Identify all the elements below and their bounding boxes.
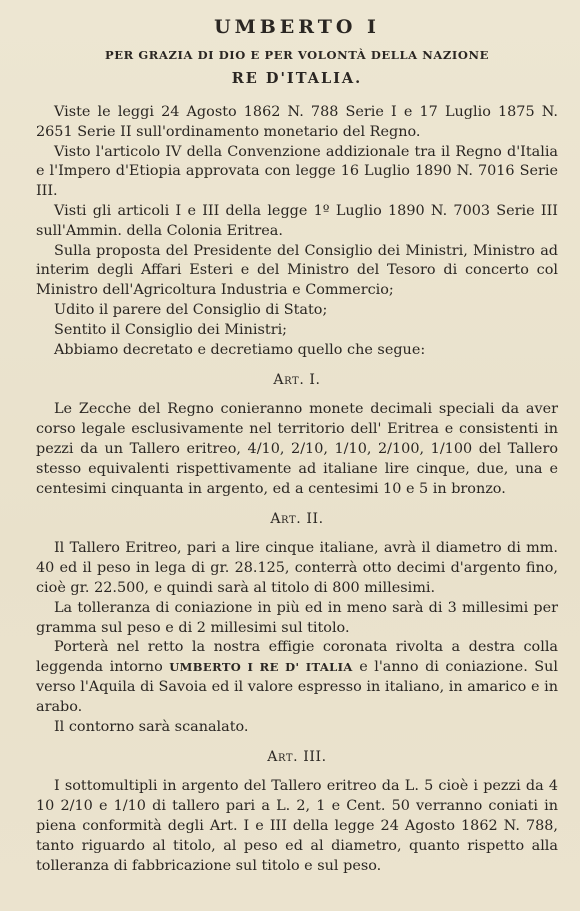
page-subtitle: PER GRAZIA DI DIO E PER VOLONTÀ DELLA NAZIONE [105, 48, 489, 62]
preamble-paragraph: Udito il parere del Consiglio di Stato; [54, 301, 328, 318]
article-2-heading: Art. II. [270, 511, 324, 528]
article-3-paragraph: I sottomultipli in argento del Tallero eritreo da L. 5 cioè i pezzi da 4 10 2/10 e 1/10 di tallero pari a L. 2, 1 e Cent. 50 verranno coniati in piena conformità degli Art. I e III della legge 24 Agosto 1862 N. 788, tanto riguardo al titolo, al peso ed al diametro, quanto rispetto alla tolleranza di fabbricazione sul titolo e sul peso. [36, 778, 558, 874]
preamble-paragraph: Sulla proposta del Presidente del Consiglio dei Ministri, Ministro ad interim degli Affari Esteri e del Ministro del Tesoro di concerto col Ministro dell'Agricoltura Industria e Commercio; [36, 242, 558, 299]
article-2-paragraph-3 [36, 638, 558, 717]
preamble-paragraph: Abbiamo decretato e decretiamo quello che segue: [54, 341, 426, 358]
coin-legend: UMBERTO I RE D' ITALIA [169, 660, 353, 675]
article-2-paragraph-4: Il contorno sarà scanalato. [54, 718, 249, 735]
preamble-paragraph: Visti gli articoli I e III della legge 1º Luglio 1890 N. 7003 Serie III sull'Ammin. della Colonia Eritrea. [36, 202, 558, 239]
preamble-paragraph: Visto l'articolo IV della Convenzione addizionale tra il Regno d'Italia e l'Impero d'Etiopia approvata con legge 16 Luglio 1890 N. 7016 Serie III. [36, 143, 558, 200]
preamble [36, 103, 558, 360]
article-1-heading: Art. I. [273, 372, 321, 389]
article-1-paragraph: Le Zecche del Regno conieranno monete decimali speciali da aver corso legale esclusivamente nel territorio dell' Eritrea e consistenti in pezzi da un Tallero eritreo, 4/10, 2/10, 1/10, 2/100, 1/100 del Tallero stesso equivalenti rispettivamente ad italiane lire cinque, due, una e centesimi cinquanta in argento, ed a centesimi 10 e 5 in bronzo. [36, 401, 558, 497]
king-title: RE D'ITALIA. [231, 70, 363, 87]
preamble-paragraph: Viste le leggi 24 Agosto 1862 N. 788 Serie I e 17 Luglio 1875 N. 2651 Serie II sull'ordinamento monetario del Regno. [36, 104, 558, 140]
preamble-paragraph: Sentito il Consiglio dei Ministri; [54, 321, 288, 338]
page-title: UMBERTO I [214, 16, 380, 38]
article-2-text-after: e l'anno di coniazione. Sul verso l'Aquila di Savoia ed il valore espresso in italiano, in amarico e in arabo. [36, 659, 558, 715]
article-2-paragraph-1: Il Tallero Eritreo, pari a lire cinque italiane, avrà il diametro di mm. 40 ed il peso in lega di gr. 28.125, conterrà otto decimi d'argento fino, cioè gr. 22.500, e quindi sarà al titolo di 800 millesimi. [36, 540, 558, 596]
article-3-heading: Art. III. [267, 749, 327, 766]
article-2-paragraph-2: La tolleranza di coniazione in più ed in meno sarà di 3 millesimi per gramma sul peso e di 2 millesimi sul titolo. [36, 599, 558, 636]
article-2-text-before: Porterà nel retto la nostra effigie coronata rivolta a destra colla leggenda intorno [36, 639, 558, 676]
